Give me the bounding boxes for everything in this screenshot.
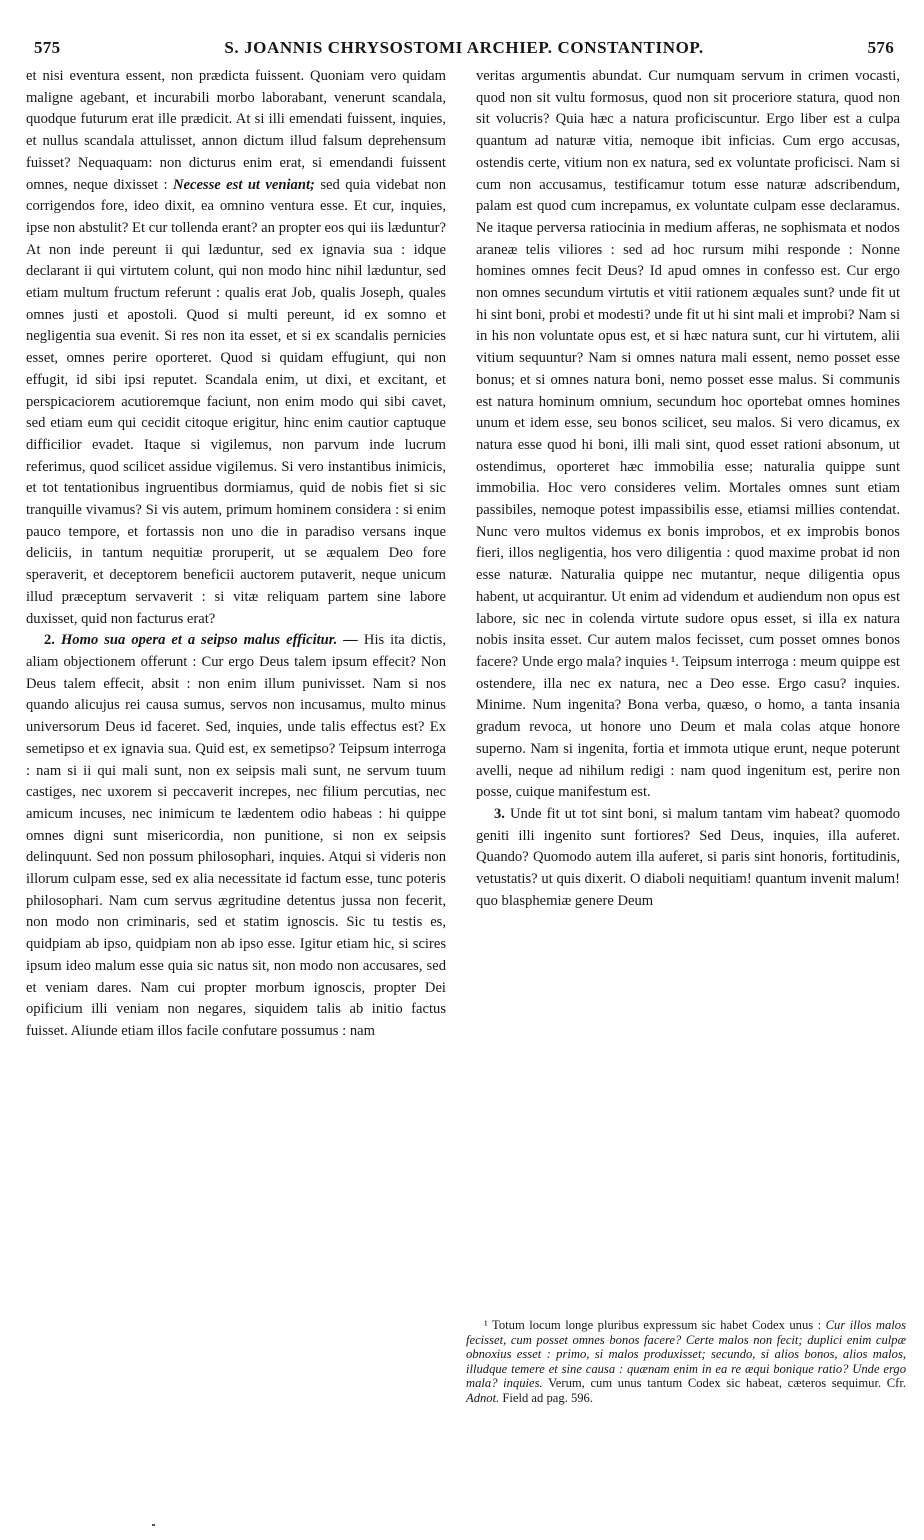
left-paragraph-2 bbox=[26, 630, 446, 1042]
page-number-right: 576 bbox=[867, 38, 894, 57]
section-heading-2: Homo sua opera et a seipso malus efficitur. — bbox=[60, 632, 358, 649]
left-text-1-cont: sed quia videbat non corrigendos fore, ideo dixit, ea omnino ventura esse. Et cur, inquies, ipse non abstulit? Et cur tollenda erant? an propter eos qui iis læduntur? At non inde pereunt ii qui læduntur, sed ex ignavia sua : idque declarant ii qui virtutem colunt, qui non modo hinc nihil læduntur, sed etiam multum fructum referunt : qualis erat Job, qualis Joseph, quales omnes justi et apostoli. Quod si multi pereunt, id ex somno et negligentia sua evenit. Si res non ita esset, et si ex scandalis pernicies esset, omnes perire oporteret. Quod si quidam effugiunt, qui non effugit, id sibi ipsi reputet. Scandala enim, ut dixi, et excitant, et perspicaciorem acutioremque faciunt, non enim modo qui sibi cavet, sed etiam eum qui cecidit citoque erigitur, hinc enim cautior captuque difficilior evadet. Itaque si vigilemus, non parvum inde lucrum referimus, quod scilicet assidue vigilemus. Si vero instantibus inimicis, et tot tentationibus ingruentibus dormiamus, quid de nobis fiet si sic tranquille vivamus? Si vis autem, primum hominem considera : si enim pauco tempore, et fortassis non uno die in paradiso versans inque deliciis, in tantum nequitiæ proruperit, ut se æqualem Deo fore speraverit, et deceptorem beneficii auctorem putaverit, neque unicum illud præceptum servaverit : si vitæ reliquam partem sine labore duxisset, quid non facturus erat? bbox=[26, 176, 447, 627]
running-title: S. JOANNIS CHRYSOSTOMI ARCHIEP. CONSTANTINOP. bbox=[224, 38, 704, 57]
section-number-2: 2. bbox=[44, 632, 55, 649]
left-paragraph-1 bbox=[26, 66, 446, 630]
running-header bbox=[34, 38, 894, 64]
footnote-end: Field ad pag. 596. bbox=[502, 1390, 593, 1405]
right-text-1: veritas argumentis abundat. Cur numquam servum in crimen vocasti, quod non sit vultu formosus, quod non sit proceriore statura, quod non sit volucris? Quia hæc a natura proficiscuntur. Ergo liber est a culpa quantum ad naturæ vitia, nemoque ibit inficias. Cum ergo accusas, ostendis certe, vitium non ex natura, sed ex voluntate proficisci. Nam si cum non accusamus, testificamur totum esse naturæ adscribendum, palam est quod cum increpamus, ex voluntate culpam esse declaramus. Ne itaque perversa ratiocinia in medium afferas, ne sophismata et nodos araneæ telis viliores : sed ad hoc rursum mihi responde : Nonne homines omnes fecit Deus? Id apud omnes in confesso est. Cur ergo non omnes secundum virtutis et vitii rationem æquales sunt? unde fit ut hi sint boni, probi et modesti? unde fit ut hi sint mali et improbi? Nam si in his non voluntate opus est, et si hæc natura sunt, cur hi virtutem, alii vitium sequuntur? Nam si omnes natura mali essent, nemo posset esse bonus; et si omnes natura boni, nemo posset esse malus. Si communis est natura hominum omnium, secundum hoc oportebat omnes homines unum et idem esse, seu bonos scilicet, seu malos. Si vero dicamus, ex natura esse quod hi boni, illi mali sint, quod esset rationi absonum, ut ostendimus, oporteret hæc immobilia esse; naturalia quippe sunt immobilia. Hoc vero consideres velim. Mortales omnes sunt etiam passibiles, nemoque potest impassibilis esse, etiamsi millies contendat. Nunc vero multos videmus ex bonis improbos, et ex improbis bonos fieri, illos negligentia, hos vero diligentia : quod maxime probat id non esse naturæ. Naturalia quippe nec mutantur, neque diligentia opus habent, ut acquirantur. Ut enim ad videndum et audiendum non opus est labore, sic nec in colenda virtute sudore opus esset, si illa ex natura nobis insita esset. Cur autem malos fecisset, cum posset omnes bonos facere? Unde ergo mala? inquies ¹. Teipsum interroga : meum quippe est ostendere, illa nec ex natura, nec a Deo esse. Ergo casu? inquies. Minime. Num ingenita? Bona verba, quæso, o homo, a tanta insania gradum revoca, ut honore uno Deum et mala colas atque honore superno. Nam si ingenita, fortia et immota utique erunt, neque poterunt avelli, neque ad nihilum redigi : nam quod ingenitum est, perire non posse, cuique manifestum est. bbox=[476, 68, 900, 801]
left-text-2: His ita dictis, aliam objectionem offerunt : Cur ergo Deus talem ipsum effecit? Non Deus talem effecit, absit : non enim illum punivisset. Nam si nos quando alicujus rei causa sumus, servos non incusamus, multo minus universorum Deus id faceret. Sed, inquies, unde talis effectus est? Ex semetipso et ex ignavia sua. Quid est, ex semetipso? Teipsum interroga : nam si ii qui mali sunt, non ex seipsis mali sunt, ne servum tuum castiges, nec uxorem si peccaverit increpes, nec filium percutias, nec amicum incuses, nec inimicum te lædentem odio habeas : hi quippe omnes digni sunt misericordia, non punitione, si non ex seipsis delinquunt. Sed non possum philosophari, inquies. Atqui si videris non illorum culpam esse, sed ex alia necessitate id factum esse, tunc poteris philosophari. Nam cum servus ægritudine detentus jussa non fecerit, non modo non criminaris, sed et statim ignoscis. Sic tu testis es, quidpiam ab ipso, quidpiam non ab ipso esse. Igitur etiam hic, si scires ipsum ideo malum esse quia sic natus sit, non modo non accusares, sed et veniam dares. Nam cui propter morbum ignoscis, propter Dei opificium illi veniam non negares, siquidem talis ab initio factus fuisset. Aliunde etiam illos facile confutare possumus : nam bbox=[26, 632, 447, 1039]
left-text-1: et nisi eventura essent, non prædicta fuissent. Quoniam vero quidam maligne agebant, et incurabili morbo laborabant, venerunt scandala, quodque futurum erat ille prædicit. At si illi emendati fuissent, inquies, et nullus scandala attulisset, annon dictum illud falsum deprehensum fuisset? Nequaquam: non dicturus enim erat, si emendandi fuissent omnes, neque dixisset : bbox=[26, 68, 446, 193]
right-paragraph-1 bbox=[476, 66, 900, 804]
section-number-3: 3. bbox=[494, 805, 505, 822]
scripture-quote: Necesse est ut veniant; bbox=[172, 176, 315, 193]
footnote-text bbox=[466, 1318, 906, 1406]
left-column bbox=[26, 66, 446, 1043]
footnote bbox=[466, 1318, 906, 1406]
right-text-2: Unde fit ut tot sint boni, si malum tantam vim habeat? quomodo geniti illi ingenito sunt fortiores? Sed Deus, inquies, illa auferet. Quando? Quomodo autem illa auferet, si paris sint honoris, fortitudinis, vetustatis? ut quis dixerit. O diaboli nequitiam! quantum invenit malum! quo blasphemiæ genere Deum bbox=[476, 805, 900, 909]
right-column bbox=[476, 66, 900, 912]
footnote-abbrev: Adnot. bbox=[466, 1390, 500, 1405]
footnote-tail: Verum, cum unus tantum Codex sic habeat, cæteros sequimur. Cfr. bbox=[548, 1376, 906, 1391]
footnote-lead: Totum locum longe pluribus expressum sic habet Codex unus : bbox=[492, 1318, 822, 1332]
footnote-marker: ¹ bbox=[484, 1318, 488, 1332]
right-paragraph-2 bbox=[476, 804, 900, 913]
page-number-left: 575 bbox=[34, 38, 61, 57]
scan-speck bbox=[152, 1524, 155, 1526]
footnote-quote: Cur illos malos fecisset, cum posset omnes bonos facere? Certe malos non fecit; duplici enim culpæ obnoxius esset : primo, si malos produxisset; secundo, si alios bonos, alios malos, illudque temere et sine causa : quænam enim in ea re æqui bonique ratio? Unde ergo mala? inquies. bbox=[466, 1318, 907, 1391]
